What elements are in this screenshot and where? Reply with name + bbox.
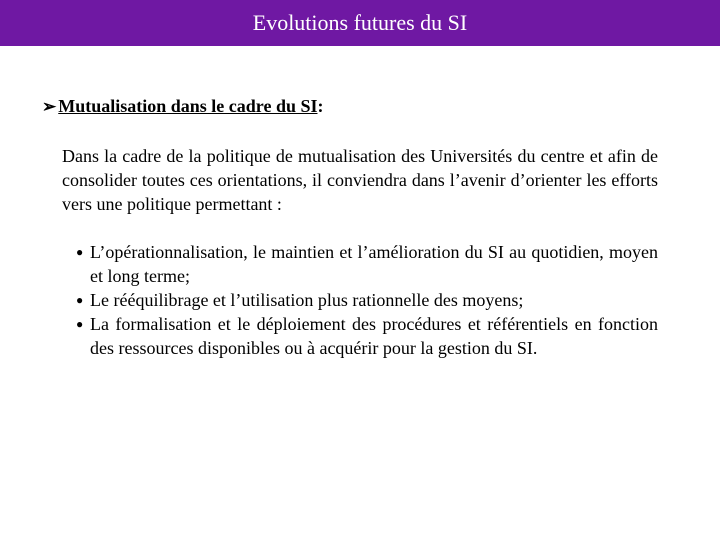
bullet-text: L’opérationnalisation, le maintien et l’amélioration du SI au quotidien, moyen et long terme; xyxy=(90,242,658,286)
bullet-text: La formalisation et le déploiement des procédures et référentiels en fonction des ressources disponibles ou à acquérir pour la gestion du SI. xyxy=(90,314,658,358)
list-item xyxy=(76,288,658,312)
bullet-list xyxy=(76,240,658,360)
list-item xyxy=(76,312,658,360)
section-heading-colon: : xyxy=(317,96,324,116)
bullet-icon: ● xyxy=(76,245,84,259)
arrow-bullet-icon: ➢ xyxy=(42,97,57,116)
slide-title: Evolutions futures du SI xyxy=(252,10,468,35)
intro-paragraph: Dans la cadre de la politique de mutualisation des Universités du centre et afin de consolider toutes ces orientations, il conviendra dans l’avenir d’orienter les efforts vers une politique permettant : xyxy=(62,146,658,214)
title-bar xyxy=(0,0,720,46)
bullet-icon: ● xyxy=(76,293,84,307)
section-heading xyxy=(42,96,323,117)
list-item xyxy=(76,240,658,288)
bullet-icon: ● xyxy=(76,317,84,331)
section-heading-text: Mutualisation dans le cadre du SI xyxy=(58,96,318,116)
bullet-text: Le rééquilibrage et l’utilisation plus rationnelle des moyens; xyxy=(90,290,524,310)
